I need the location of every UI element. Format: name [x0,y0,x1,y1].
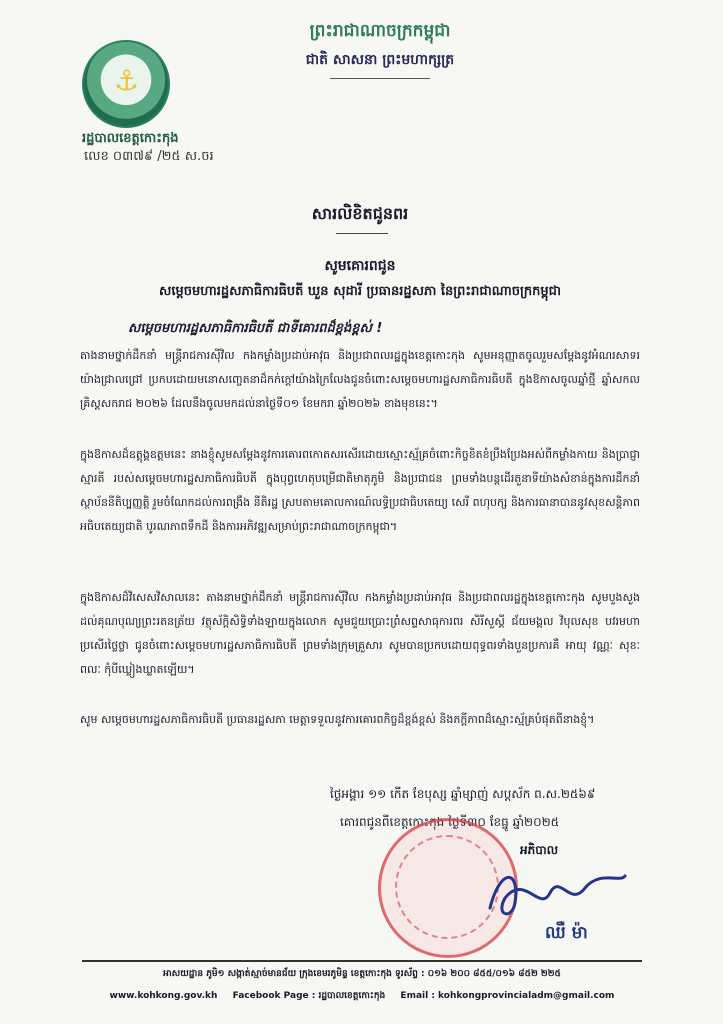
solar-date: គោរពជូនពីខេត្តកោះកុង ថ្ងៃទី៣០ ខែធ្នូ ឆ្នាំ២០២៥ [340,815,560,829]
province-emblem-icon: ⚓ [82,40,170,128]
footer-email-link[interactable]: Email : kohkongprovincialadm@gmail.com [400,991,615,1001]
body-paragraph-3: ក្នុងឱកាសដ៏វិសេសវិសាលនេះ តាងនាមថ្នាក់ដឹកនាំ មន្ត្រីរាជការស៊ីវិល កងកម្លាំងប្រដាប់អាវុធ និងប្រជាពលរដ្ឋក្នុងខេត្តកោះកុង សូមបួងសួងដល់គុណបុណ្យព្រះរតនត្រ័យ វត្ថុស័ក្តិសិទ្ធិទាំងឡាយក្នុងលោក សូមជួយប្រោះព្រំសព្ទសាធុការពរ សិរីសួស្តី ជ័យមង្គល វិបុលសុខ បវរមហាប្រសើរថ្លៃថ្លា ជូនចំពោះសម្តេចមហារដ្ឋសភាធិការធិបតី ព្រមទាំងក្រុមគ្រួសារ សូមបានប្រកបដោយពុទ្ធពរទាំងបួនប្រការគឺ អាយុ វណ្ណៈ សុខៈ ពលៈ កុំបីឃ្លៀងឃ្លាតឡើយ។ [80,591,640,676]
body-paragraph-4: សូម សម្តេចមហារដ្ឋសភាធិការធិបតី ប្រធានរដ្ឋសភា មេត្តាទទួលនូវការគោរពកិច្ចដ៏ខ្ពង់ខ្ពស់ និងភក្តីភាពដ៏ស្មោះស្ម័គ្របំផុតពីនាងខ្ញុំ។ [80,713,595,726]
signer-name: ឈឺ ម៉ា [545,923,588,943]
national-motto: ជាតិ សាសនា ព្រះមហាក្សត្រ [305,52,455,68]
body-paragraph-2: ក្នុងឱកាសដ៏ឧត្តុង្គឧត្តមនេះ នាងខ្ញុំសូមសម្តែងនូវការគោរពកោតសរសើរដោយស្មោះស្ម័គ្រចំពោះកិច្ចខិតខំប្រឹងប្រែងអស់ពីកម្លាំងកាយ និងប្រាជ្ញាស្មារតី របស់សម្តេចមហារដ្ឋសភាធិការធិបតី ក្នុងបុព្វហេតុបម្រើជាតិមាតុភូមិ និងប្រជាជន ព្រមទាំងបន្តដើរតួនាទីយ៉ាងសំខាន់ក្នុងការដឹកនាំស្ថាប័ននីតិប្បញ្ញត្តិ រួមចំណែកដល់ការពង្រឹង នីតិរដ្ឋ ស្របតាមគោលការណ៍លទ្ធិប្រជាធិបតេយ្យ សេរី ពហុបក្ស និងការធានាបាននូវសុខសន្តិភាព អធិបតេយ្យជាតិ បូរណភាពទឹកដី និងការអភិវឌ្ឍសម្រាប់ព្រះរាជាណាចក្រកម្ពុជា។ [80,448,640,533]
addressee: សម្តេចមហារដ្ឋសភាធិការធិបតី ឃួន សុដារី ប្រធានរដ្ឋសភា នៃព្រះរាជាណាចក្រកម្ពុជា [158,284,561,299]
footer-contacts [82,990,642,1003]
footer-divider [82,960,642,962]
lunar-date: ថ្ងៃអង្គារ ១១ កើត ខែបុស្ស ឆ្នាំម្សាញ់ សប្តស័ក ព.ស.២៥៦៩ [330,787,596,801]
body-paragraph-1: តាងនាមថ្នាក់ដឹកនាំ មន្ត្រីរាជការស៊ីវិល កងកម្លាំងប្រដាប់អាវុធ និងប្រជាពលរដ្ឋក្នុងខេត្តកោះកុង សូមអនុញ្ញាតចូលរួមសម្តែងនូវអំណរសាទរយ៉ាងជ្រាលជ្រៅ ប្រកបដោយមនោសញ្ចេតនាដ៏កក់ក្តៅយ៉ាងក្រៃលែងជូនចំពោះសម្តេចមហារដ្ឋសភាធិការធិបតី ក្នុងឱកាសចូលឆ្នាំថ្មី ឆ្នាំសកល គ្រិស្តសករាជ ២០២៦ ដែលនឹងចូលមកដល់នាថ្ងៃទី០១ ខែមករា ឆ្នាំ២០២៦ ខាងមុខនេះ។ [80,349,640,410]
province-name: រដ្ឋបាលខេត្តកោះកុង [82,131,179,146]
signer-title: អភិបាល [520,843,559,857]
reference-number: លេខ ០៣៧៩ /២៥ ស.ចរ [84,149,214,164]
kingdom-heading: ព្រះរាជាណាចក្រកម្ពុជា [309,21,451,41]
footer-website-link[interactable]: www.kohkong.gov.kh [109,991,218,1001]
document-title: សារលិខិតជូនពរ [311,204,409,223]
title-divider [336,233,388,234]
footer-address: អាសយដ្ឋាន ភូមិ១ សង្កាត់ស្មាច់មានជ័យ ក្រុងខេមរភូមិន្ទ ខេត្តកោះកុង ទូរស័ព្ទ : ០១៦ ២០០ ៨៥៥/០១៦ ៨៥២ ២២៥ [163,969,561,979]
footer-facebook-link[interactable]: Facebook Page : រដ្ឋបាលខេត្តកោះកុង [232,991,386,1001]
salutation: សម្តេចមហារដ្ឋសភាធិការធិបតី ជាទីគោរពដ៏ខ្ពង់ខ្ពស់ ! [128,321,383,336]
signature-icon [470,858,630,928]
motto-divider [330,78,430,79]
addressee-label: សូមគោរពជូន [324,258,396,274]
